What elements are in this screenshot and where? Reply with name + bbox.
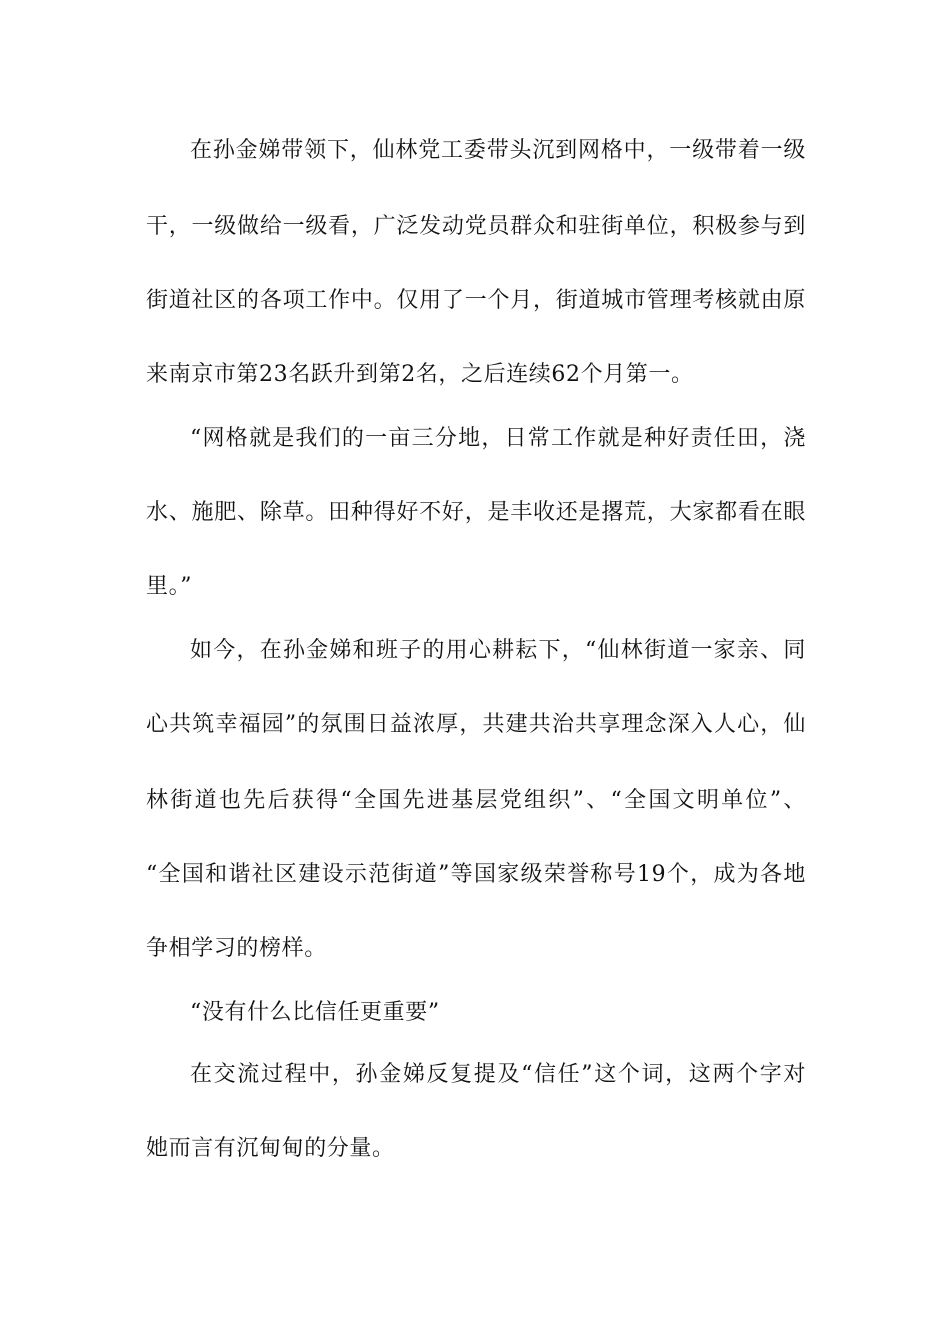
paragraph-3-line-3: 林街道也先后获得“全国先进基层党组织”、“全国文明单位”、 (146, 788, 806, 813)
paragraph-2-line-1: “网格就是我们的一亩三分地，日常工作就是种好责任田，浇 (190, 426, 806, 451)
paragraph-3-line-4: “全国和谐社区建设示范街道”等国家级荣誉称号19个，成为各地 (146, 862, 806, 887)
paragraph-2-line-3: 里。” (146, 574, 193, 599)
paragraph-2-line-2: 水、施肥、除草。田种得好不好，是丰收还是撂荒，大家都看在眼 (146, 500, 806, 525)
paragraph-5-line-2: 她而言有沉甸甸的分量。 (146, 1136, 395, 1161)
paragraph-1-line-4: 来南京市第23名跃升到第2名，之后连续62个月第一。 (146, 362, 694, 387)
section-subheading: “没有什么比信任更重要” (190, 1000, 440, 1025)
paragraph-1-line-3: 街道社区的各项工作中。仅用了一个月，街道城市管理考核就由原 (146, 288, 806, 313)
paragraph-3-line-1: 如今，在孙金娣和班子的用心耕耘下，“仙林街道一家亲、同 (190, 638, 806, 663)
paragraph-3-line-5: 争相学习的榜样。 (146, 936, 327, 961)
paragraph-5-line-1: 在交流过程中，孙金娣反复提及“信任”这个词，这两个字对 (190, 1062, 806, 1087)
paragraph-1-line-2: 干，一级做给一级看，广泛发动党员群众和驻街单位，积极参与到 (146, 214, 806, 239)
paragraph-3-line-2: 心共筑幸福园”的氛围日益浓厚，共建共治共享理念深入人心，仙 (146, 712, 806, 737)
paragraph-1-line-1: 在孙金娣带领下，仙林党工委带头沉到网格中，一级带着一级 (190, 138, 806, 163)
